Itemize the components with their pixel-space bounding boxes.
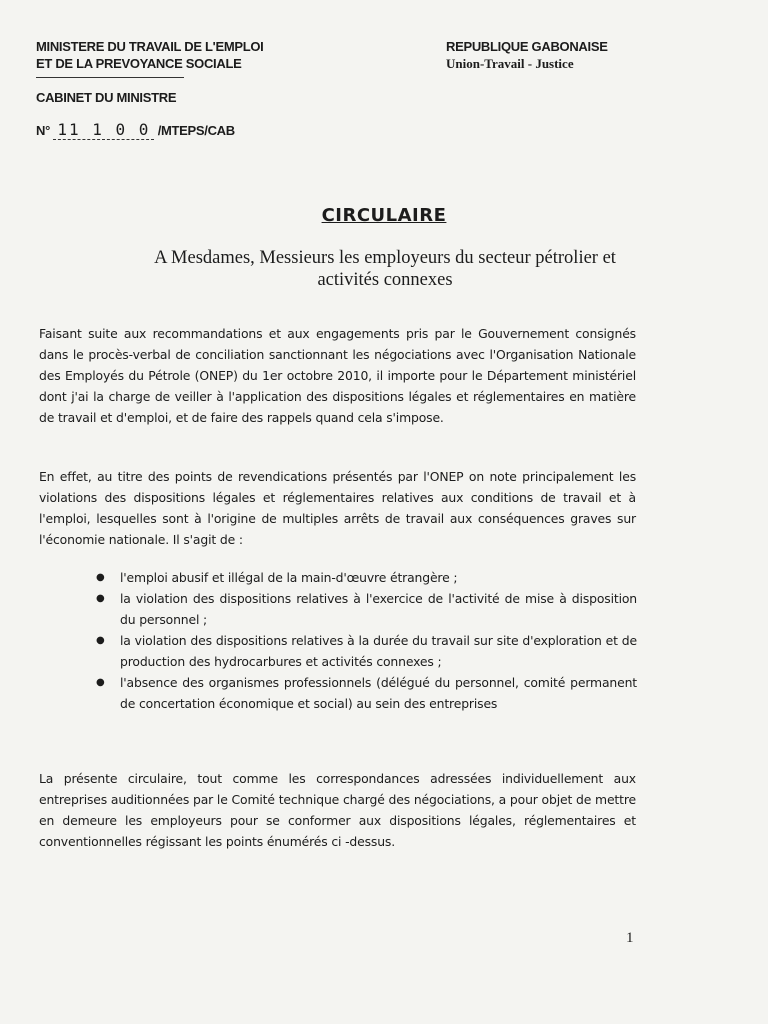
reference-number [36, 120, 235, 139]
violations-list [96, 567, 637, 714]
ministry-line-2: ET DE LA PREVOYANCE SOCIALE [36, 56, 242, 71]
ministry-header [36, 38, 264, 78]
ref-number: 11 1 0 0 [53, 120, 154, 140]
cabinet-label: CABINET DU MINISTRE [36, 90, 177, 105]
list-item: ● l'absence des organismes professionnels (délégué du personnel, comité permanent de concertation économique et social) au sein des entreprises [96, 672, 637, 714]
list-item: ● la violation des dispositions relatives à la durée du travail sur site d'exploration et de production des hydrocarbures et activités connexes ; [96, 630, 637, 672]
ref-suffix: /MTEPS/CAB [157, 123, 235, 138]
page-number: 1 [626, 930, 634, 946]
bullet-icon: ● [96, 593, 105, 604]
list-item: ● l'emploi abusif et illégal de la main-d'œuvre étrangère ; [96, 567, 637, 588]
paragraph-1: Faisant suite aux recommandations et aux engagements pris par le Gouvernement consignés dans le procès-verbal de conciliation sanctionnant les négociations avec l'Organisation Nationale des Employés du Pétrole (ONEP) du 1er octobre 2010, il importe pour le Département ministériel dont j'ai la charge de veiller à l'application des dispositions légales et réglementaires en matière de travail et d'emploi, et de faire des rappels quand cela s'impose. [39, 326, 636, 425]
ref-prefix: N° [36, 123, 50, 138]
paragraph-2: En effet, au titre des points de revendications présentés par l'ONEP on note principalement les violations des dispositions légales et réglementaires relatives aux conditions de travail et à l'emploi, lesquelles sont à l'origine de multiples arrêts de travail aux conséquences graves sur l'économie nationale. Il s'agit de : [39, 469, 636, 547]
document-title: CIRCULAIRE [321, 205, 447, 226]
republic-header [446, 38, 608, 72]
addressee-line-2: activités connexes [317, 270, 453, 290]
republic-motto: Union-Travail - Justice [446, 56, 574, 71]
list-item: ● la violation des dispositions relatives à l'exercice de l'activité de mise à disposition du personnel ; [96, 588, 637, 630]
addressee-line-1: A Mesdames, Messieurs les employeurs du secteur pétrolier et [154, 248, 616, 268]
addressee [60, 247, 710, 291]
bullet-icon: ● [96, 572, 105, 583]
header-rule [36, 77, 184, 78]
republic-name: REPUBLIQUE GABONAISE [446, 39, 608, 54]
paragraph-3: La présente circulaire, tout comme les correspondances adressées individuellement aux entreprises auditionnées par le Comité technique chargé des négociations, a pour objet de mettre en demeure les employeurs pour se conformer aux dispositions légales, réglementaires et conventionnelles régissant les points énumérés ci -dessus. [39, 771, 636, 849]
bullet-icon: ● [96, 677, 105, 688]
bullet-icon: ● [96, 635, 105, 646]
ministry-line-1: MINISTERE DU TRAVAIL DE L'EMPLOI [36, 39, 264, 54]
